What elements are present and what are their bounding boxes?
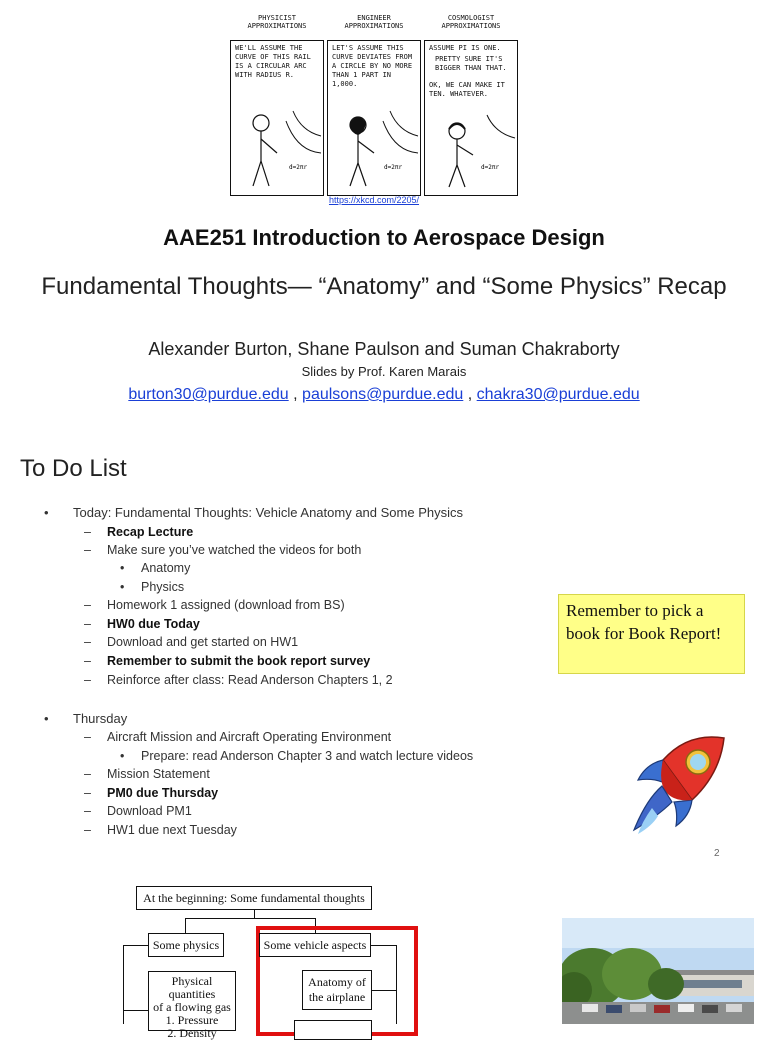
panel-text: LET'S ASSUME THIS CURVE DEVIATES FROM A CIRCLE BY NO MORE THAN 1 PART IN 1,000. <box>332 44 413 88</box>
list-item-text: Download PM1 <box>107 804 192 818</box>
svg-text:d=2πr: d=2πr <box>289 164 308 171</box>
bullet-marker: • <box>44 505 49 520</box>
dash-marker: – <box>84 598 91 612</box>
dash-marker: – <box>84 673 91 687</box>
panel-caption: ENGINEER APPROXIMATIONS <box>344 14 404 30</box>
panel-caption: PHYSICIST APPROXIMATIONS <box>247 14 307 30</box>
panel-text: ASSUME PI IS ONE. <box>429 44 501 52</box>
list-item-text: Homework 1 assigned (download from BS) <box>107 598 345 612</box>
email-separator: , <box>467 386 473 403</box>
list-item-text: Prepare: read Anderson Chapter 3 and watch lecture videos <box>141 749 474 763</box>
stick-figure-icon <box>425 41 517 195</box>
diagram-box-quantities <box>148 971 236 1040</box>
todo-title: To Do List <box>20 455 127 482</box>
box-line: Physical quantities <box>168 974 216 1001</box>
list-item-text: Physics <box>141 580 185 594</box>
diagram-root-box: At the beginning: Some fundamental thoughts <box>136 886 372 910</box>
comic-panel-cosmologist <box>424 40 518 196</box>
dash-marker: – <box>84 525 91 539</box>
panel-text: WE'LL ASSUME THE CURVE OF THIS RAIL IS A CIRCULAR ARC WITH RADIUS R. <box>235 44 311 79</box>
list-item-text: Recap Lecture <box>107 525 194 539</box>
dash-marker: – <box>84 654 91 668</box>
bullet-marker: • <box>120 580 125 594</box>
diagram-box-vehicle: Some vehicle aspects <box>259 933 371 957</box>
authors: Alexander Burton, Shane Paulson and Suman Chakraborty <box>148 339 620 359</box>
email-link-chakraborty[interactable]: chakra30@purdue.edu <box>476 386 640 403</box>
rocket-icon <box>628 730 728 840</box>
svg-text:d=2πr: d=2πr <box>384 164 403 171</box>
slides-credit: Slides by Prof. Karen Marais <box>301 364 467 379</box>
dash-marker: – <box>84 730 91 744</box>
stick-figure-icon <box>328 41 420 195</box>
email-link-burton[interactable]: burton30@purdue.edu <box>128 386 289 403</box>
list-item-text: Anatomy <box>141 561 191 575</box>
list-item-text: Mission Statement <box>107 767 210 781</box>
bullet-marker: • <box>120 561 125 575</box>
xkcd-comic <box>230 14 518 196</box>
book-report-note: Remember to pick a book for Book Report! <box>558 594 745 674</box>
list-item-text: Today: Fundamental Thoughts: Vehicle Anatomy and Some Physics <box>73 505 463 520</box>
bullet-marker: • <box>44 711 49 726</box>
list-item-text: Download and get started on HW1 <box>107 635 299 649</box>
diagram-box-next <box>294 1020 372 1040</box>
comic-panel-engineer <box>327 40 421 196</box>
email-link-paulson[interactable]: paulsons@purdue.edu <box>302 386 464 403</box>
list-item-text: Make sure you’ve watched the videos for both <box>107 543 362 557</box>
panel-text: OK, WE CAN MAKE IT TEN. WHATEVER. <box>429 81 505 98</box>
bullet-marker: • <box>120 749 125 763</box>
list-item-text: Remember to submit the book report survey <box>107 654 371 668</box>
dash-marker: – <box>84 767 91 781</box>
dash-marker: – <box>84 635 91 649</box>
dash-marker: – <box>84 543 91 557</box>
course-title: AAE251 Introduction to Aerospace Design <box>163 225 605 250</box>
list-item-text: PM0 due Thursday <box>107 786 219 800</box>
list-item-text: Aircraft Mission and Aircraft Operating Environment <box>107 730 392 744</box>
xkcd-link[interactable]: https://xkcd.com/2205/ <box>328 195 420 205</box>
box-line: of a flowing gas <box>153 1000 231 1014</box>
diagram-box-anatomy: Anatomy of the airplane <box>302 970 372 1010</box>
dash-marker: – <box>84 786 91 800</box>
list-item-text: Reinforce after class: Read Anderson Chapters 1, 2 <box>107 673 393 687</box>
stick-figure-icon <box>231 41 323 195</box>
dash-marker: – <box>84 804 91 818</box>
panel-text: PRETTY SURE IT'S BIGGER THAN THAT. <box>435 55 507 72</box>
box-line: 2. Density <box>167 1026 217 1040</box>
list-item-text: Thursday <box>73 711 128 726</box>
comic-panel-physicist <box>230 40 324 196</box>
talk-title: Fundamental Thoughts— “Anatomy” and “Some Physics” Recap <box>41 273 727 300</box>
dash-marker: – <box>84 823 91 837</box>
diagram-box-physics: Some physics <box>148 933 224 957</box>
panel-caption: COSMOLOGIST APPROXIMATIONS <box>441 14 501 30</box>
svg-text:d=2πr: d=2πr <box>481 164 500 171</box>
email-list <box>0 386 768 404</box>
campus-photo <box>562 918 754 1024</box>
list-item-text: HW0 due Today <box>107 617 200 631</box>
dash-marker: – <box>84 617 91 631</box>
email-separator: , <box>293 386 298 403</box>
page-number: 2 <box>714 848 720 859</box>
box-line: 1. Pressure <box>165 1013 219 1027</box>
list-item-text: HW1 due next Tuesday <box>107 823 237 837</box>
